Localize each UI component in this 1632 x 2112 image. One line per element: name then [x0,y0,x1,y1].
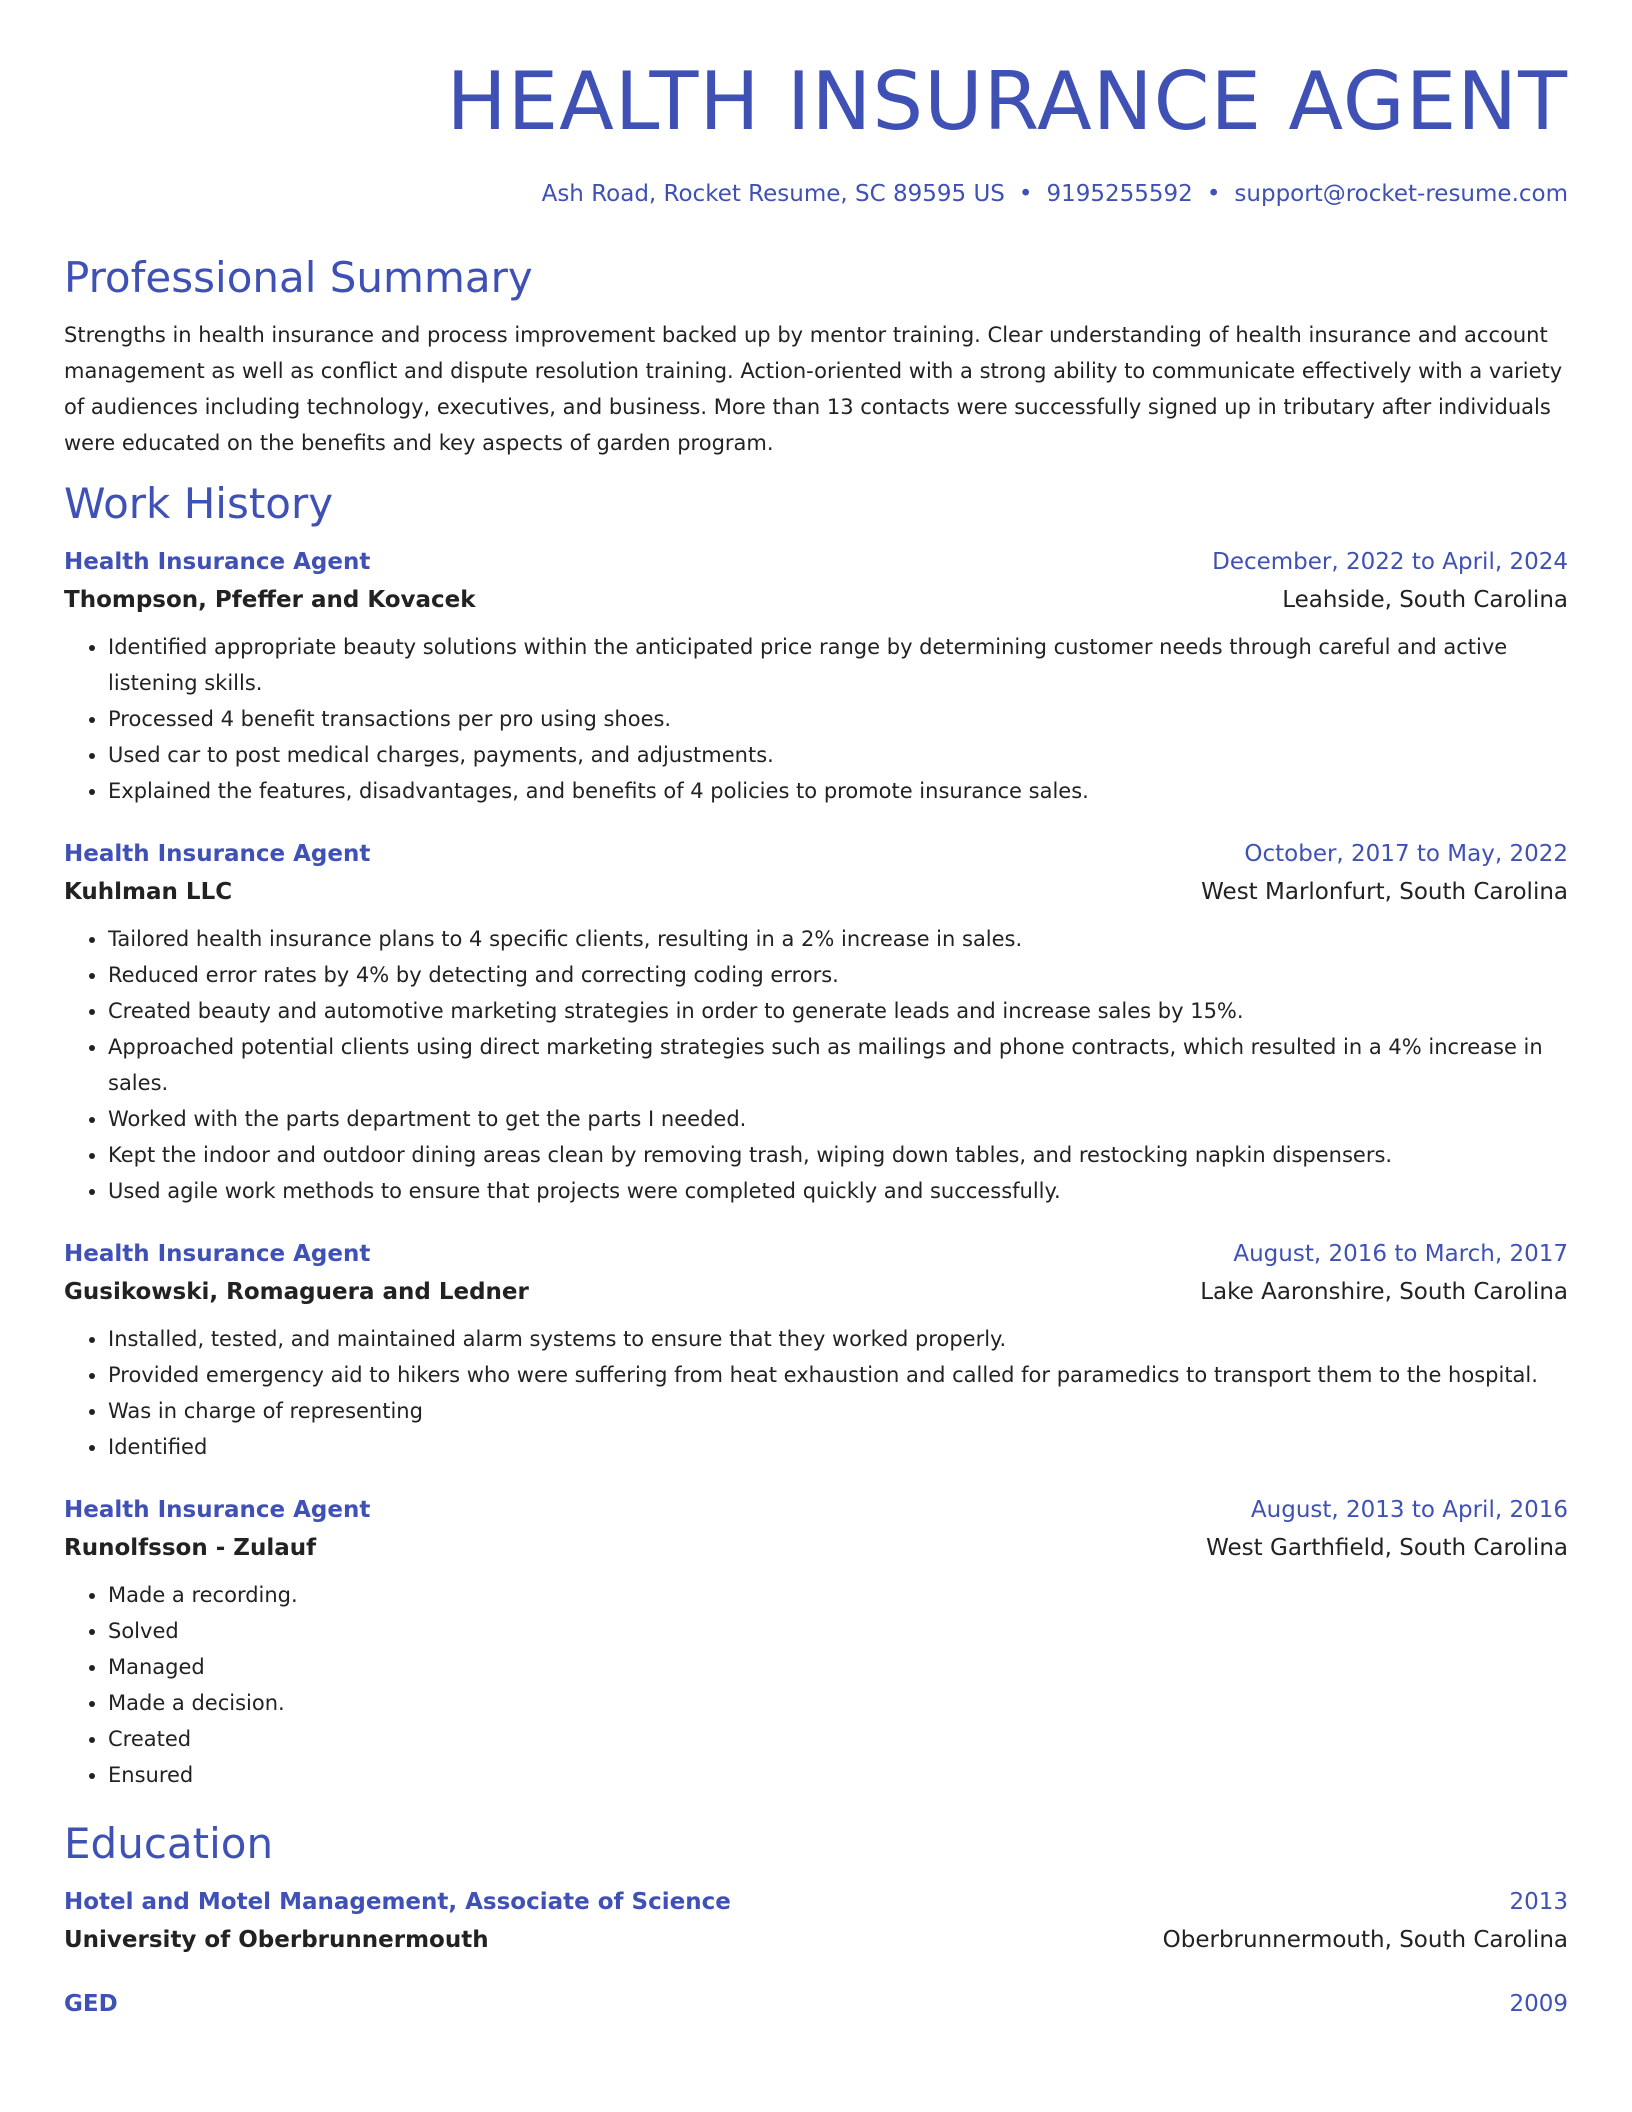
job-title: Health Insurance Agent [64,1241,371,1267]
job-bullets [64,1577,1568,1793]
contact-separator: • [1206,181,1221,207]
list-item: • Created [108,1721,1568,1757]
list-item: • Provided emergency aid to hikers who were suffering from heat exhaustion and called for paramedics to transport them to the hospital. [108,1357,1568,1393]
job-company: Runolfsson - Zulauf [64,1535,317,1561]
job-title: Health Insurance Agent [64,841,371,867]
job-dates: December, 2022 to April, 2024 [1212,549,1568,575]
degree-year: 2009 [1509,1991,1568,2017]
school-name: University of Oberbrunnermouth [64,1927,489,1953]
list-item: • Processed 4 benefit transactions per pro using shoes. [108,701,1568,737]
job-company: Kuhlman LLC [64,879,233,905]
list-item: • Used agile work methods to ensure that projects were completed quickly and successfully. [108,1173,1568,1209]
contact-phone: 9195255592 [1046,181,1193,207]
job-location: Lake Aaronshire, South Carolina [1200,1279,1568,1305]
education-entry [64,1883,1568,1959]
list-item: • Identified appropriate beauty solutions within the anticipated price range by determining customer needs through careful and active listening skills. [108,629,1568,701]
list-item: • Made a recording. [108,1577,1568,1613]
education-heading: Education [64,1819,274,1868]
work-history-heading: Work History [64,479,334,528]
job-entry [64,1491,1568,1793]
job-title: Health Insurance Agent [64,549,371,575]
job-bullets [64,921,1568,1209]
job-location: West Marlonfurt, South Carolina [1201,879,1568,905]
job-entry [64,543,1568,809]
job-dates: October, 2017 to May, 2022 [1244,841,1568,867]
job-bullets [64,629,1568,809]
list-item: • Identified [108,1429,1568,1465]
contact-address: Ash Road, Rocket Resume, SC 89595 US [541,181,1005,207]
job-company: Gusikowski, Romaguera and Ledner [64,1279,529,1305]
resume-page [64,0,1568,2023]
job-location: West Garthfield, South Carolina [1206,1535,1568,1561]
job-dates: August, 2013 to April, 2016 [1250,1497,1568,1523]
job-bullets [64,1321,1568,1465]
contact-line [64,179,1568,209]
list-item: • Reduced error rates by 4% by detecting and correcting coding errors. [108,957,1568,993]
list-item: • Approached potential clients using direct marketing strategies such as mailings and phone contracts, which resulted in a 4% increase in sales. [108,1029,1568,1101]
job-entry [64,835,1568,1209]
list-item: • Installed, tested, and maintained alarm systems to ensure that they worked properly. [108,1321,1568,1357]
list-item: • Explained the features, disadvantages, and benefits of 4 policies to promote insurance sales. [108,773,1568,809]
list-item: • Kept the indoor and outdoor dining areas clean by removing trash, wiping down tables, and restocking napkin dispensers. [108,1137,1568,1173]
list-item: • Used car to post medical charges, payments, and adjustments. [108,737,1568,773]
degree-title: Hotel and Motel Management, Associate of Science [64,1889,731,1915]
list-item: • Was in charge of representing [108,1393,1568,1429]
list-item: • Solved [108,1613,1568,1649]
job-company: Thompson, Pfeffer and Kovacek [64,587,476,613]
resume-title: HEALTH INSURANCE AGENT [446,55,1568,148]
list-item: • Created beauty and automotive marketing strategies in order to generate leads and increase sales by 15%. [108,993,1568,1029]
school-location: Oberbrunnermouth, South Carolina [1162,1927,1568,1953]
job-location: Leahside, South Carolina [1282,587,1568,613]
list-item: • Worked with the parts department to get the parts I needed. [108,1101,1568,1137]
summary-heading: Professional Summary [64,253,533,302]
job-title: Health Insurance Agent [64,1497,371,1523]
degree-year: 2013 [1509,1889,1568,1915]
list-item: • Tailored health insurance plans to 4 specific clients, resulting in a 2% increase in sales. [108,921,1568,957]
job-dates: August, 2016 to March, 2017 [1233,1241,1568,1267]
education-entry [64,1985,1568,2023]
contact-email: support@rocket-resume.com [1234,181,1568,207]
list-item: • Managed [108,1649,1568,1685]
contact-separator: • [1018,181,1033,207]
summary-text: Strengths in health insurance and process improvement backed up by mentor training. Clear understanding of health insurance and account management as well as conflict and dispute resolution training. Action-oriented with a strong ability to communicate effectively with a variety of audiences including technology, executives, and business. More than 13 contacts were successfully signed up in tributary after individuals were educated on the benefits and key aspects of garden program. [64,323,1563,455]
list-item: • Ensured [108,1757,1568,1793]
degree-title: GED [64,1991,118,2017]
job-entry [64,1235,1568,1465]
list-item: • Made a decision. [108,1685,1568,1721]
